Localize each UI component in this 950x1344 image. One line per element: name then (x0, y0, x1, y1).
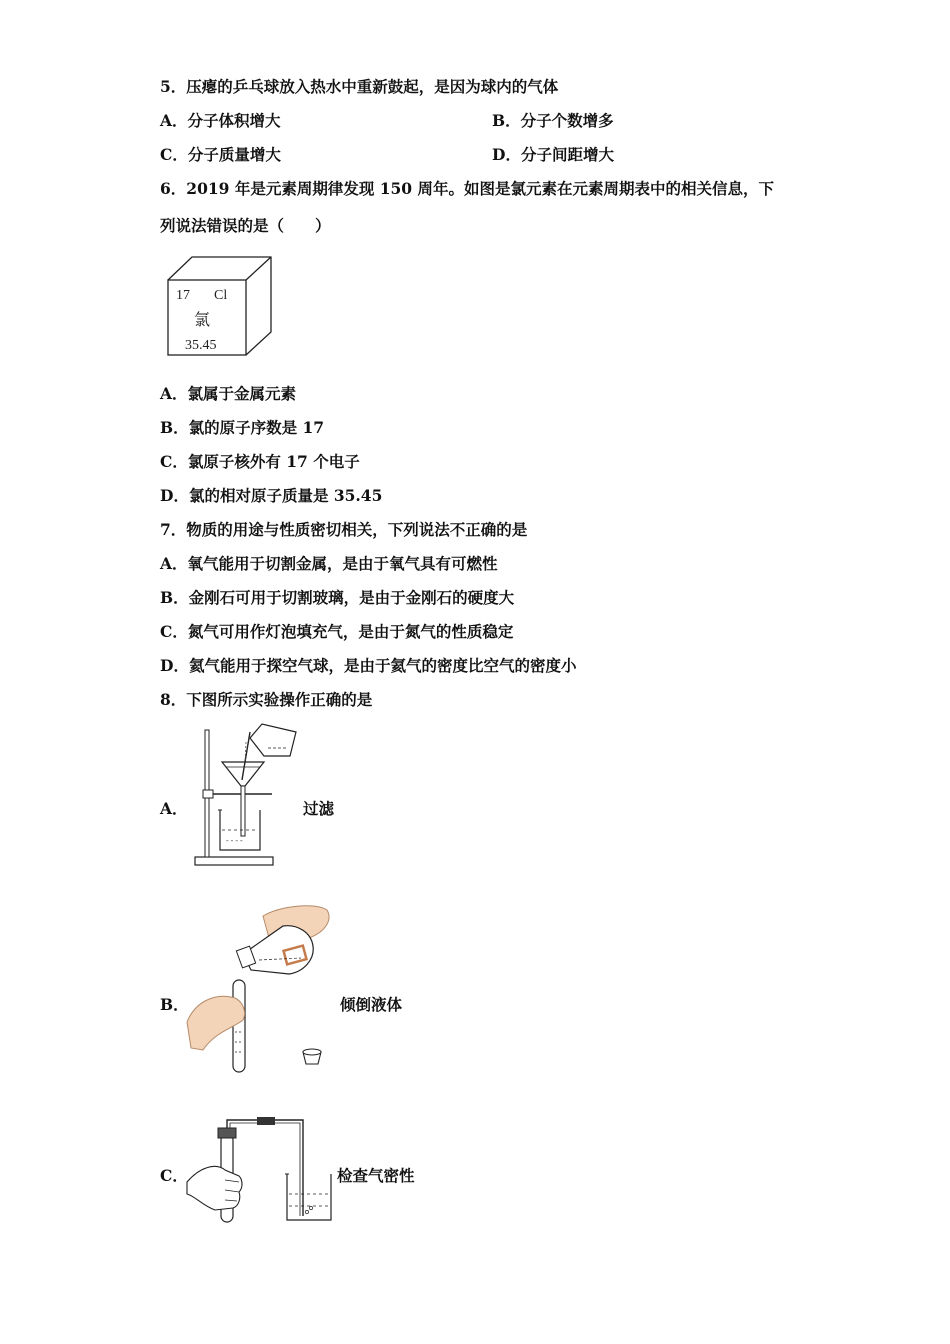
q5-stem: 5．压瘪的乒乓球放入热水中重新鼓起，是因为球内的气体 (160, 77, 559, 96)
q7-option-c: C．氮气可用作灯泡填充气，是由于氮气的性质稳定 (160, 622, 514, 641)
element-tile-chlorine (165, 255, 277, 360)
q7-option-b: B．金刚石可用于切割玻璃，是由于金刚石的硬度大 (160, 588, 515, 607)
q8-stem: 8．下图所示实验操作正确的是 (160, 690, 373, 709)
q8-option-b-letter: B． (160, 995, 189, 1014)
svg-text:- - - -: - - - - (226, 836, 243, 845)
atomic-number: 17 (176, 288, 190, 303)
q6-option-d: D．氯的相对原子质量是 35.45 (160, 486, 383, 505)
atomic-mass: 35.45 (185, 338, 217, 353)
q5-option-b: B．分子个数增多 (492, 111, 614, 130)
q5-option-c: C．分子质量增大 (160, 145, 281, 164)
q6-option-c: C．氯原子核外有 17 个电子 (160, 452, 360, 471)
q5-option-a: A．分子体积增大 (160, 111, 281, 130)
q8-option-b-caption: 倾倒液体 (340, 995, 403, 1014)
q8-option-c-caption: 检查气密性 (337, 1166, 415, 1185)
pouring-liquid-illustration (185, 902, 335, 1077)
q6-stem-line2: 列说法错误的是（ ） (160, 216, 331, 235)
element-symbol: Cl (214, 288, 228, 303)
q7-stem: 7．物质的用途与性质密切相关，下列说法不正确的是 (160, 520, 528, 539)
q8-option-a-letter: A． (160, 799, 188, 818)
q6-option-b: B．氯的原子序数是 17 (160, 418, 325, 437)
q8-option-c-letter: C． (160, 1166, 188, 1185)
q7-option-d: D．氦气能用于探空气球，是由于氦气的密度比空气的密度小 (160, 656, 577, 675)
q7-option-a: A．氧气能用于切割金属，是由于氧气具有可燃性 (160, 554, 498, 573)
q5-option-d: D．分子间距增大 (492, 145, 614, 164)
filtration-apparatus-illustration (192, 720, 304, 868)
element-name: 氯 (194, 312, 211, 329)
q8-option-a-caption: 过滤 (303, 799, 335, 818)
q6-option-a: A．氯属于金属元素 (160, 384, 297, 403)
q6-stem-line1: 6．2019 年是元素周期律发现 150 周年。如图是氯元素在元素周期表中的相关信息，下 (160, 179, 774, 198)
airtightness-check-illustration (185, 1112, 335, 1227)
